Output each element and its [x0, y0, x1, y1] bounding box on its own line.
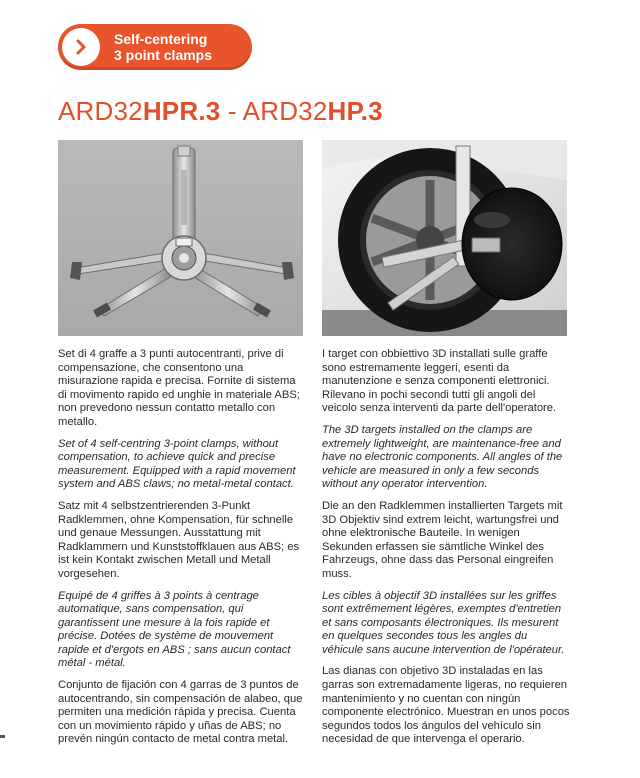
text-column-left	[58, 348, 306, 755]
badge-text	[114, 31, 212, 63]
badge-line-2: 3 point clamps	[114, 47, 213, 63]
paragraph-italian: Set di 4 graffe a 3 punti autocentranti, prive di compensazione, che consentono una misurazione rapida e precisa. Fornite di sistema di movimento rapido ed unghie in materiale ABS; non prevedono nessun contatto metallo con metallo.	[58, 348, 300, 428]
title-part-3: - ARD32	[220, 96, 328, 126]
paragraph-spanish: Conjunto de fijación con 4 garras de 3 puntos de autocentrando, sin compensación de alabeo, que permiten una medición rápida y precisa. Cuenta con un movimiento rápido y uñas de ABS; no prevén ningún contacto de metal contra metal.	[58, 679, 303, 746]
paragraph-italian: I target con obbiettivo 3D installati sulle graffe sono estremamente leggeri, esenti da manutenzione e senza componenti elettronici. Rilevano in pochi secondi tutti gli angoli del veicolo senza interventi da parte dell'operatore.	[322, 348, 557, 415]
text-column-right	[322, 348, 570, 755]
clamp-on-wheel-photo	[322, 140, 567, 336]
page-title	[58, 96, 383, 127]
paragraph-spanish: Las dianas con objetivo 3D instaladas en las garras son extremadamente ligeras, no requieren mantenimiento y no cuentan con ningún componente electrónico. Muestran en unos pocos segundos todos los ángulos del vehículo sin necesidad de que intervenga el operario.	[322, 665, 570, 746]
paragraph-english: The 3D targets installed on the clamps are extremely lightweight, are maintenance-free and have no electronic components. All angles of the vehicle are measured in only a few seconds without any operator intervention.	[322, 423, 563, 491]
title-part-1: ARD32	[58, 96, 143, 126]
paragraph-english: Set of 4 self-centring 3-point clamps, without compensation, to achieve quick and precise measurement. Equipped with a rapid movement system and ABS claws; no metal-metal contact.	[58, 437, 296, 491]
clamp-product-photo	[58, 140, 303, 336]
paragraph-french: Les cibles à objectif 3D installées sur les griffes sont extrêmement légères, exemptes d'entretien et sans composants électroniques. Ils mesurent en quelques secondes tous les angles du véhicule sans aucune intervention de l'opérateur.	[322, 589, 565, 656]
clamp-illustration	[58, 140, 303, 336]
chevron-right-icon	[72, 38, 90, 56]
paragraph-german: Die an den Radklemmen installierten Targets mit 3D Objektiv sind extrem leicht, wartungsfrei und ohne elektronische Bauteile. In wenigen Sekunden erfassen sie sämtliche Winkel des Fahrzeugs, ohne dass das Personal eingreifen muss.	[322, 499, 563, 580]
wheel-target-illustration	[322, 140, 567, 336]
section-badge	[58, 24, 252, 70]
paragraph-french: Equipé de 4 griffes à 3 points à centrage automatique, sans compensation, qui garantissent une mesure à la fois rapide et précise. Dotées de système de mouvement rapide et d'ergots en ABS ; sans aucun contact métal - métal.	[58, 589, 291, 670]
margin-mark	[0, 735, 5, 738]
paragraph-german: Satz mit 4 selbstzentrierenden 3-Punkt Radklemmen, ohne Kompensation, für schnelle und genaue Messungen. Ausstattung mit Radklammern und Kunststoffklauen aus ABS; es ist kein Kontakt zwischen Metall und Metall vorgesehen.	[58, 499, 300, 580]
badge-circle	[62, 28, 100, 66]
title-part-4: HP.3	[327, 96, 383, 126]
title-part-2: HPR.3	[142, 96, 221, 126]
badge-line-1: Self-centering	[114, 31, 208, 47]
